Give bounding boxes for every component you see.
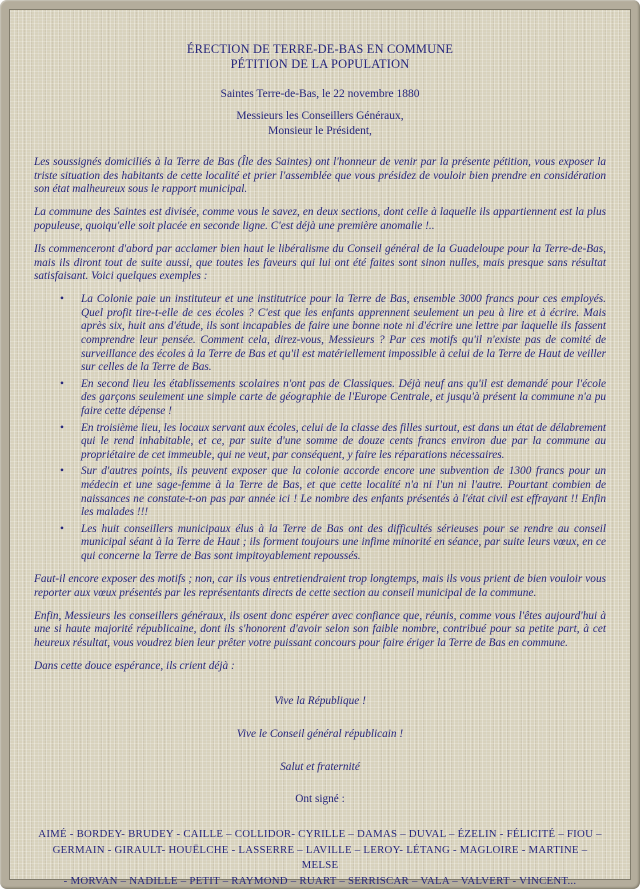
closing-paragraph: Dans cette douce espérance, ils crient déjà : (34, 660, 235, 672)
title-line-2: PÉTITION DE LA POPULATION (230, 57, 410, 71)
signature-line: GERMAIN - GIRAULT- HOUËLCHE - LASSERRE – LAVILLE – LEROY- LÉTANG - MAGLOIRE - MARTINE – MELSE (52, 843, 588, 872)
salutation-line-2: Monsieur le Président, (268, 125, 372, 137)
document-page (9, 9, 631, 887)
salutation-line-1: Messieurs les Conseillers Généraux, (236, 110, 404, 122)
acclamation-line: Vive le Conseil général républicain ! (236, 728, 404, 741)
signature-line: - MORVAN – NADILLE – PETIT – RAYMOND – RUART – SERRISCAR – VALA – VALVERT - VINCENT... (63, 874, 577, 887)
acclamation-line: Salut et fraternité (280, 761, 360, 774)
title-line-1: ÉRECTION DE TERRE-DE-BAS EN COMMUNE (186, 42, 454, 56)
signature-line: AIMÉ - BORDEY- BRUDEY - CAILLE – COLLIDOR- CYRILLE – DAMAS – DUVAL – ÉZELIN - FÉLICITÉ – FIOU – (38, 828, 602, 841)
grievance-list (34, 293, 606, 563)
closing-paragraph: Faut-il encore exposer des motifs ; non, car ils vous entretiendraient trop longtemps, mais ils vous prient de bien vouloir vous reporter aux vœux présentés par les représentants directs de cette section au conseil municipal de la commune. (34, 573, 606, 599)
dateline: Saintes Terre-de-Bas, le 22 novembre 1880 (220, 88, 420, 100)
bullet-item: • Sur d'autres points, ils peuvent exposer que la colonie accorde encore une subvention de 1300 francs pour un médecin et une sage-femme à la Terre de Bas, et que cette localité n'a ni l'un ni l'autre. Pourtant combien de naissances ne constate-t-on pas par année ici ! Le nombre des enfants présentés à l'état civil est effrayant !! Enfin les malades !!! (34, 465, 606, 519)
bullet-item: • Les huit conseillers municipaux élus à la Terre de Bas ont des difficultés sérieuses pour se rendre au conseil municipal séant à la Terre de Haut ; ils forment toujours une infime minorité en séance, par suite leurs vœux, en ce qui concerne la Terre de Bas sont impitoyablement repoussés. (34, 523, 606, 564)
body-paragraph: Ils commenceront d'abord par acclamer bien haut le libéralisme du Conseil général de la Guadeloupe pour la Terre-de-Bas, mais ils diront tout de suite aussi, que toutes les faveurs qui lui ont été faites sont sinon nulles, mais presque sans résultat satisfaisant. Voici quelques exemples : (34, 242, 606, 283)
closing-paragraph: Enfin, Messieurs les conseillers généraux, ils osent donc espérer avec confiance que, réunis, comme vous l'êtes aujourd'hui à une si haute majorité républicaine, dont ils s'honorent d'avoir selon son faible nombre, contribué pour sa petite part, à cet heureux résultat, vous voudrez bien leur prêter votre puissant concours pour faire ériger la Terre de Bas en commune. (34, 609, 606, 649)
bullet-item: • En troisième lieu, les locaux servant aux écoles, celui de la classe des filles surtout, est dans un état de délabrement qui le rend inhabitable, et ce, par suite d'une somme de douze cents francs environ due par la commune au propriétaire de cet immeuble, qui ne veut, par conséquent, y faire les réparations nécessaires. (34, 422, 606, 463)
body-paragraph: Les soussignés domiciliés à la Terre de Bas (Île des Saintes) ont l'honneur de venir par la présente pétition, vous exposer la triste situation des habitants de cette localité et prier l'assemblée que vous présidez de vouloir bien prendre en considération son état malheureux sous le rapport municipal. (34, 156, 606, 196)
signature-block (34, 827, 606, 889)
bullet-item: • La Colonie paie un instituteur et une institutrice pour la Terre de Bas, ensemble 3000 francs pour ces employés. Quel profit tire-t-elle de ces écoles ? C'est que les enfants apprennent seulement un peu à lire et à écrire. Mais après six, huit ans d'étude, ils sont incapables de faire une bonne note ni d'écrire une lettre par laquelle ils fassent comprendre leur pensée. Comment cela, direz-vous, Messieurs ? Par ces motifs qu'il n'existe pas de comité de surveillance des écoles à la Terre de Bas et qu'il est matériellement impossible à celui de la Terre de Haut de veiller sur celles de la Terre de Bas. (34, 293, 606, 375)
body-text (34, 156, 606, 674)
salutation-block (34, 109, 606, 139)
acclamation-line: Vive la République ! (274, 695, 366, 708)
bullet-item: • En second lieu les établissements scolaires n'ont pas de Classiques. Déjà neuf ans qu'il est demandé pour l'école des garçons seulement une simple carte de géographie de l'Europe Centrale, et jusqu'à présent la commune n'a pu faire cette dépense ! (34, 378, 606, 419)
document-title (34, 42, 606, 72)
body-paragraph: La commune des Saintes est divisée, comme vous le savez, en deux sections, dont celle à laquelle ils appartiennent est la plus populeuse, quoiqu'elle soit placée en seconde ligne. C'est déjà une première anomalie !.. (34, 206, 606, 232)
signed-label: Ont signé : (295, 793, 345, 806)
